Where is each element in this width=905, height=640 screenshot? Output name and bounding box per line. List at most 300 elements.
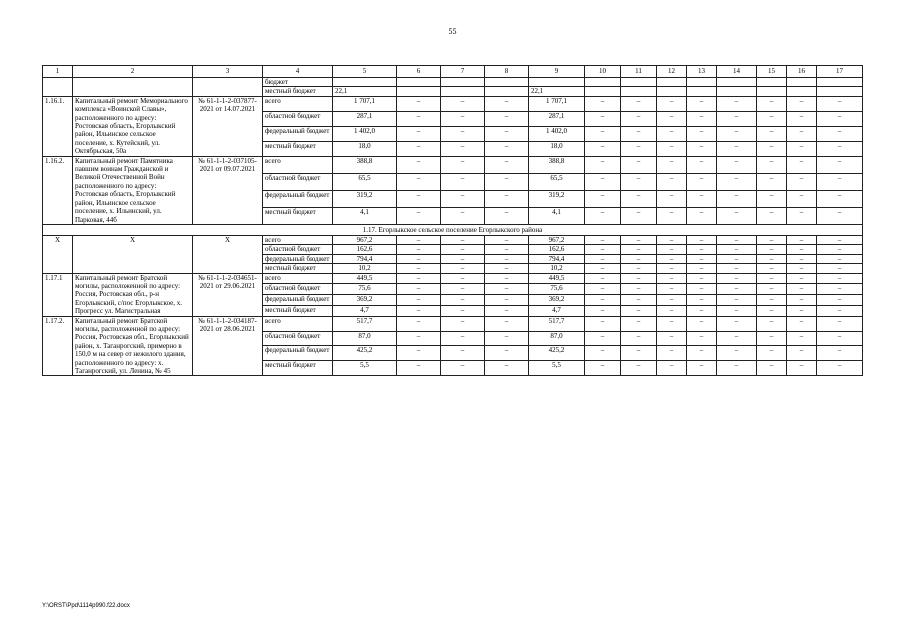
budget-type: областной бюджет	[263, 245, 333, 254]
value-cell: –	[687, 141, 717, 156]
budget-type: всего	[263, 96, 333, 111]
value-cell: –	[657, 284, 687, 295]
value-cell: –	[441, 273, 485, 284]
value-cell: 4,7	[333, 305, 397, 316]
budget-type: местный бюджет	[263, 207, 333, 224]
value-cell	[717, 78, 757, 87]
value-cell: –	[757, 96, 787, 111]
section-title: 1.17. Егорлыкское сельское поселение Егорлыкского района	[43, 224, 863, 235]
value-cell: –	[441, 207, 485, 224]
item-name: Капитальный ремонт Братской могилы, расположенной по адресу: Россия, Ростовская обл., р-н Егорлыкский, с/пос Егорлыкское, х. Прогресс ул. Магистральная	[73, 273, 193, 316]
value-cell: –	[585, 316, 621, 331]
value-cell: –	[787, 295, 817, 306]
item-number: X	[43, 235, 73, 273]
table-row	[43, 78, 863, 87]
value-cell: –	[397, 96, 441, 111]
value-cell: –	[817, 245, 863, 254]
value-cell: 369,2	[333, 295, 397, 306]
value-cell: –	[657, 156, 687, 173]
value-cell: –	[657, 305, 687, 316]
value-cell: –	[717, 141, 757, 156]
value-cell: 319,2	[333, 190, 397, 207]
value-cell: –	[441, 173, 485, 190]
value-cell	[817, 78, 863, 87]
value-cell	[485, 87, 529, 96]
value-cell: –	[441, 264, 485, 273]
value-cell: –	[717, 111, 757, 126]
value-cell: 87,0	[529, 331, 585, 346]
column-number: 4	[263, 66, 333, 78]
budget-type: местный бюджет	[263, 264, 333, 273]
value-cell: 287,1	[529, 111, 585, 126]
value-cell	[397, 78, 441, 87]
value-cell: 794,4	[333, 254, 397, 263]
value-cell: –	[787, 190, 817, 207]
table-row	[43, 316, 863, 331]
value-cell: –	[717, 96, 757, 111]
value-cell: –	[621, 235, 657, 244]
budget-type: бюджет	[263, 78, 333, 87]
value-cell: –	[441, 331, 485, 346]
value-cell: –	[621, 141, 657, 156]
value-cell: –	[687, 173, 717, 190]
value-cell: –	[757, 264, 787, 273]
value-cell: –	[585, 207, 621, 224]
value-cell: 449,5	[333, 273, 397, 284]
value-cell: 18,0	[333, 141, 397, 156]
value-cell: –	[485, 305, 529, 316]
header-row	[43, 66, 863, 78]
column-number: 3	[193, 66, 263, 78]
value-cell: –	[657, 254, 687, 263]
value-cell: –	[687, 207, 717, 224]
value-cell: –	[687, 190, 717, 207]
column-number: 12	[657, 66, 687, 78]
value-cell: 794,4	[529, 254, 585, 263]
value-cell: –	[485, 346, 529, 361]
value-cell: –	[621, 207, 657, 224]
value-cell: –	[397, 273, 441, 284]
value-cell	[787, 87, 817, 96]
value-cell: 87,0	[333, 331, 397, 346]
value-cell: –	[757, 284, 787, 295]
value-cell: 1 707,1	[333, 96, 397, 111]
value-cell: –	[585, 346, 621, 361]
value-cell: –	[621, 96, 657, 111]
value-cell: –	[787, 96, 817, 111]
value-cell: –	[485, 126, 529, 141]
budget-type: всего	[263, 235, 333, 244]
value-cell: 22,1	[333, 87, 397, 96]
column-number: 2	[73, 66, 193, 78]
value-cell	[787, 78, 817, 87]
value-cell: –	[441, 111, 485, 126]
value-cell: –	[585, 190, 621, 207]
value-cell: –	[585, 156, 621, 173]
value-cell: –	[787, 173, 817, 190]
value-cell: –	[817, 126, 863, 141]
value-cell: –	[787, 254, 817, 263]
value-cell: –	[717, 173, 757, 190]
item-name: Капитальный ремонт Памятника павшим воинам Гражданской и Великой Отечественной Войн расположенного по адресу: Ростовская область, Егорлыкский район, Ильинское сельское поселение, х. Ильинский, ул. Парковая, 44б	[73, 156, 193, 224]
value-cell: –	[757, 207, 787, 224]
value-cell: –	[585, 361, 621, 376]
column-number: 17	[817, 66, 863, 78]
column-number: 1	[43, 66, 73, 78]
budget-type: областной бюджет	[263, 173, 333, 190]
value-cell: –	[485, 96, 529, 111]
value-cell	[441, 87, 485, 96]
value-cell: –	[585, 284, 621, 295]
value-cell	[585, 87, 621, 96]
value-cell: –	[585, 273, 621, 284]
value-cell	[333, 78, 397, 87]
value-cell: 5,5	[529, 361, 585, 376]
value-cell: –	[757, 245, 787, 254]
value-cell: –	[621, 273, 657, 284]
item-document: № 61-1-1-2-037877-2021 от 14.07.2021	[193, 96, 263, 156]
value-cell: –	[441, 361, 485, 376]
value-cell: –	[787, 305, 817, 316]
value-cell: –	[687, 264, 717, 273]
value-cell: –	[717, 254, 757, 263]
value-cell: –	[485, 295, 529, 306]
value-cell: –	[817, 331, 863, 346]
value-cell: –	[585, 173, 621, 190]
value-cell: –	[397, 361, 441, 376]
page-number: 55	[448, 27, 457, 36]
empty-cell	[193, 78, 263, 87]
value-cell: –	[787, 235, 817, 244]
value-cell: –	[817, 295, 863, 306]
budget-type: местный бюджет	[263, 305, 333, 316]
value-cell: –	[485, 361, 529, 376]
value-cell: –	[757, 273, 787, 284]
item-document: № 61-1-1-2-037105-2021 от 09.07.2021	[193, 156, 263, 224]
budget-type: областной бюджет	[263, 284, 333, 295]
budget-type: областной бюджет	[263, 331, 333, 346]
value-cell: –	[621, 305, 657, 316]
value-cell: 319,2	[529, 190, 585, 207]
value-cell: –	[757, 295, 787, 306]
value-cell: –	[717, 305, 757, 316]
value-cell: –	[657, 264, 687, 273]
value-cell: 425,2	[529, 346, 585, 361]
value-cell: –	[397, 254, 441, 263]
table-row	[43, 273, 863, 284]
item-name: X	[73, 235, 193, 273]
value-cell: –	[621, 190, 657, 207]
value-cell: –	[687, 295, 717, 306]
value-cell: –	[621, 254, 657, 263]
file-path-footer: Y:\ORST\Ppd\1114p990.f22.docx	[42, 603, 130, 609]
column-number: 11	[621, 66, 657, 78]
value-cell: –	[787, 346, 817, 361]
value-cell: –	[585, 96, 621, 111]
value-cell	[657, 78, 687, 87]
column-number: 16	[787, 66, 817, 78]
value-cell: –	[657, 96, 687, 111]
value-cell: –	[717, 264, 757, 273]
value-cell: –	[717, 190, 757, 207]
value-cell: –	[397, 245, 441, 254]
value-cell: 517,7	[529, 316, 585, 331]
column-number: 15	[757, 66, 787, 78]
value-cell: –	[657, 207, 687, 224]
value-cell	[441, 78, 485, 87]
value-cell: –	[757, 173, 787, 190]
item-document: № 61-1-1-2-034187-2021 от 28.06.2021	[193, 316, 263, 376]
value-cell: –	[717, 361, 757, 376]
value-cell: 4,1	[333, 207, 397, 224]
value-cell: –	[397, 331, 441, 346]
value-cell: –	[657, 245, 687, 254]
value-cell: –	[585, 254, 621, 263]
value-cell: 967,2	[333, 235, 397, 244]
value-cell: –	[817, 254, 863, 263]
column-number: 9	[529, 66, 585, 78]
section-row	[43, 224, 863, 235]
value-cell: –	[621, 264, 657, 273]
value-cell: –	[485, 173, 529, 190]
value-cell: –	[787, 273, 817, 284]
value-cell: –	[717, 295, 757, 306]
value-cell: 388,8	[529, 156, 585, 173]
value-cell: –	[397, 264, 441, 273]
value-cell: –	[657, 190, 687, 207]
value-cell: –	[485, 254, 529, 263]
value-cell: –	[757, 316, 787, 331]
value-cell: 388,8	[333, 156, 397, 173]
column-number: 10	[585, 66, 621, 78]
value-cell: 65,5	[529, 173, 585, 190]
value-cell: –	[717, 346, 757, 361]
value-cell	[397, 87, 441, 96]
value-cell: 449,5	[529, 273, 585, 284]
item-number: 1.16.2.	[43, 156, 73, 224]
item-number: 1.17.2.	[43, 316, 73, 376]
value-cell: –	[485, 207, 529, 224]
value-cell: –	[817, 141, 863, 156]
value-cell: –	[817, 96, 863, 111]
budget-type: местный бюджет	[263, 87, 333, 96]
empty-cell	[193, 87, 263, 96]
value-cell: –	[687, 273, 717, 284]
value-cell: –	[787, 264, 817, 273]
budget-type: всего	[263, 156, 333, 173]
value-cell: –	[441, 284, 485, 295]
empty-cell	[43, 78, 73, 87]
value-cell: –	[485, 264, 529, 273]
value-cell: –	[717, 331, 757, 346]
value-cell: –	[441, 156, 485, 173]
value-cell: –	[787, 284, 817, 295]
value-cell: –	[441, 295, 485, 306]
item-number: 1.16.1.	[43, 96, 73, 156]
value-cell	[817, 87, 863, 96]
value-cell: –	[817, 316, 863, 331]
value-cell: –	[717, 156, 757, 173]
value-cell: –	[687, 111, 717, 126]
value-cell: –	[717, 126, 757, 141]
value-cell: –	[687, 361, 717, 376]
value-cell: –	[817, 190, 863, 207]
value-cell	[621, 87, 657, 96]
value-cell	[657, 87, 687, 96]
value-cell: –	[441, 190, 485, 207]
empty-cell	[73, 78, 193, 87]
value-cell: –	[757, 346, 787, 361]
value-cell: –	[621, 156, 657, 173]
value-cell: –	[757, 156, 787, 173]
column-number: 14	[717, 66, 757, 78]
value-cell: –	[817, 264, 863, 273]
value-cell: –	[817, 235, 863, 244]
value-cell: –	[787, 245, 817, 254]
value-cell: 162,6	[529, 245, 585, 254]
value-cell: –	[717, 284, 757, 295]
value-cell: –	[717, 316, 757, 331]
item-number: 1.17.1	[43, 273, 73, 316]
budget-type: федеральный бюджет	[263, 346, 333, 361]
value-cell: –	[621, 126, 657, 141]
value-cell: –	[621, 111, 657, 126]
value-cell	[757, 78, 787, 87]
value-cell: –	[757, 254, 787, 263]
value-cell: –	[757, 126, 787, 141]
value-cell: –	[687, 331, 717, 346]
value-cell: –	[717, 235, 757, 244]
table-row	[43, 87, 863, 96]
value-cell: –	[757, 235, 787, 244]
column-number: 6	[397, 66, 441, 78]
value-cell: –	[485, 245, 529, 254]
value-cell: –	[585, 126, 621, 141]
budget-type: местный бюджет	[263, 141, 333, 156]
value-cell: –	[441, 96, 485, 111]
column-number: 13	[687, 66, 717, 78]
value-cell: –	[621, 173, 657, 190]
value-cell: –	[441, 305, 485, 316]
value-cell: –	[657, 316, 687, 331]
value-cell: –	[397, 346, 441, 361]
value-cell: –	[657, 346, 687, 361]
value-cell: 287,1	[333, 111, 397, 126]
value-cell: 1 402,0	[529, 126, 585, 141]
value-cell: 75,6	[333, 284, 397, 295]
value-cell: 4,7	[529, 305, 585, 316]
item-name: Капитальный ремонт Братской могилы, расположенной по адресу: Россия, Ростовская обл., Егорлыкский район, х. Таганрогский, примерно в 150,0 м на север от нежилого здания, расположенного по адресу: х. Таганрогский, ул. Ленина, № 45	[73, 316, 193, 376]
value-cell: –	[717, 273, 757, 284]
value-cell: 967,2	[529, 235, 585, 244]
value-cell: –	[397, 173, 441, 190]
value-cell: –	[585, 264, 621, 273]
value-cell: –	[397, 284, 441, 295]
column-number: 8	[485, 66, 529, 78]
value-cell: –	[621, 316, 657, 331]
value-cell: –	[817, 173, 863, 190]
value-cell: 18,0	[529, 141, 585, 156]
value-cell: –	[485, 284, 529, 295]
value-cell: 10,2	[333, 264, 397, 273]
value-cell	[687, 78, 717, 87]
value-cell: –	[817, 361, 863, 376]
table-row	[43, 156, 863, 173]
value-cell: –	[817, 156, 863, 173]
value-cell: 517,7	[333, 316, 397, 331]
item-name: Капитальный ремонт Мемориального комплекса «Воинской Славы», расположенного по адресу: Ростовская область, Егорлыкский район, Ильинское сельское поселение, х. Кутейский, ул. Октябрьская, 50а	[73, 96, 193, 156]
value-cell: –	[397, 295, 441, 306]
value-cell: 1 402,0	[333, 126, 397, 141]
value-cell: –	[485, 111, 529, 126]
value-cell: –	[441, 245, 485, 254]
value-cell: –	[787, 141, 817, 156]
budget-type: всего	[263, 316, 333, 331]
budget-type: всего	[263, 273, 333, 284]
value-cell: –	[757, 190, 787, 207]
value-cell: –	[397, 207, 441, 224]
value-cell: 369,2	[529, 295, 585, 306]
value-cell: –	[621, 361, 657, 376]
value-cell: 4,1	[529, 207, 585, 224]
empty-cell	[73, 87, 193, 96]
value-cell: –	[397, 235, 441, 244]
value-cell: –	[621, 295, 657, 306]
value-cell: –	[485, 190, 529, 207]
value-cell: –	[687, 316, 717, 331]
value-cell	[485, 78, 529, 87]
value-cell: –	[657, 295, 687, 306]
value-cell: –	[485, 141, 529, 156]
value-cell: 162,6	[333, 245, 397, 254]
value-cell: 425,2	[333, 346, 397, 361]
value-cell: –	[687, 254, 717, 263]
value-cell: –	[687, 126, 717, 141]
column-number: 7	[441, 66, 485, 78]
value-cell: –	[621, 331, 657, 346]
value-cell: –	[687, 235, 717, 244]
value-cell: –	[687, 346, 717, 361]
value-cell: –	[441, 346, 485, 361]
value-cell: 75,6	[529, 284, 585, 295]
value-cell: –	[485, 316, 529, 331]
column-number: 5	[333, 66, 397, 78]
value-cell: –	[817, 273, 863, 284]
value-cell: –	[757, 111, 787, 126]
value-cell: –	[787, 331, 817, 346]
value-cell: –	[757, 361, 787, 376]
value-cell: –	[657, 173, 687, 190]
value-cell: –	[687, 284, 717, 295]
value-cell: –	[621, 245, 657, 254]
value-cell: –	[441, 141, 485, 156]
budget-type: федеральный бюджет	[263, 254, 333, 263]
value-cell	[757, 87, 787, 96]
value-cell: –	[657, 331, 687, 346]
value-cell: –	[757, 305, 787, 316]
value-cell	[585, 78, 621, 87]
value-cell: –	[585, 235, 621, 244]
value-cell: –	[687, 245, 717, 254]
value-cell: –	[817, 305, 863, 316]
value-cell	[529, 78, 585, 87]
value-cell: –	[621, 284, 657, 295]
value-cell: –	[621, 346, 657, 361]
empty-cell	[43, 87, 73, 96]
value-cell: –	[585, 331, 621, 346]
value-cell: –	[441, 126, 485, 141]
value-cell: 10,2	[529, 264, 585, 273]
